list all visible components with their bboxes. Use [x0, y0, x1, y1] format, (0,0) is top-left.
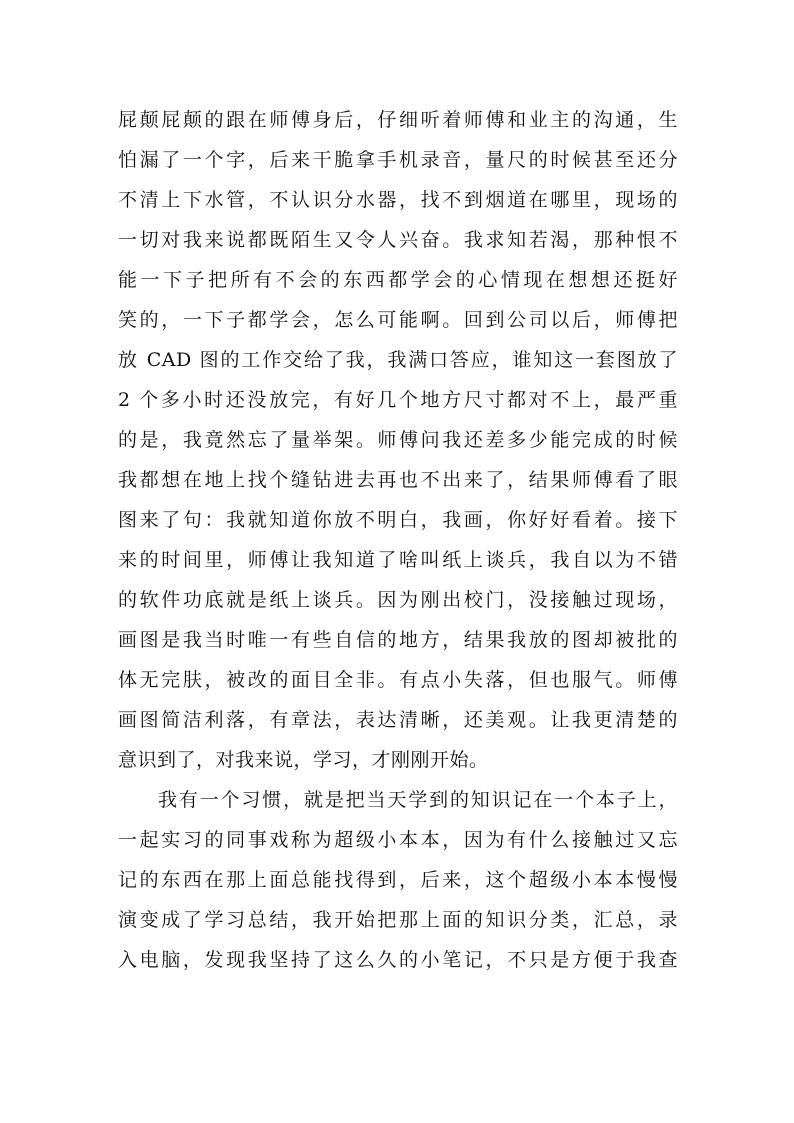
text-line: 能一下子把所有不会的东西都学会的心情现在想想还挺好 [118, 269, 678, 291]
document-body [118, 100, 678, 980]
text-line: 放 CAD 图的工作交给了我，我满口答应，谁知这一套图放了 [118, 349, 678, 371]
text-line: 的是，我竟然忘了量举架。师傅问我还差多少能完成的时候 [118, 429, 678, 451]
text-line: 屁颠屁颠的跟在师傅身后，仔细听着师傅和业主的沟通，生 [118, 109, 678, 131]
text-line: 画图简洁利落，有章法，表达清晰，还美观。让我更清楚的 [118, 709, 678, 731]
text-line: 怕漏了一个字，后来干脆拿手机录音，量尺的时候甚至还分 [118, 149, 678, 171]
paragraph-2 [118, 780, 678, 980]
text-line: 体无完肤，被改的面目全非。有点小失落，但也服气。师傅 [118, 669, 678, 691]
text-line: 笑的，一下子都学会，怎么可能啊。回到公司以后，师傅把 [118, 309, 678, 331]
text-line: 我都想在地上找个缝钻进去再也不出来了，结果师傅看了眼 [118, 469, 678, 491]
text-line: 一起实习的同事戏称为超级小本本，因为有什么接触过又忘 [118, 829, 678, 851]
text-line: 我有一个习惯，就是把当天学到的知识记在一个本子上， [158, 789, 678, 811]
text-line: 来的时间里，师傅让我知道了啥叫纸上谈兵，我自以为不错 [118, 549, 678, 571]
text-line: 的软件功底就是纸上谈兵。因为刚出校门，没接触过现场， [118, 589, 678, 611]
text-line: 意识到了，对我来说，学习，才刚刚开始。 [118, 749, 489, 771]
text-line: 图来了句：我就知道你放不明白，我画，你好好看着。接下 [118, 509, 678, 531]
text-line: 演变成了学习总结，我开始把那上面的知识分类，汇总，录 [118, 909, 678, 931]
text-line: 一切对我来说都既陌生又令人兴奋。我求知若渴，那种恨不 [118, 229, 678, 251]
text-line: 2 个多小时还没放完，有好几个地方尺寸都对不上，最严重 [118, 389, 678, 411]
text-line: 不清上下水管，不认识分水器，找不到烟道在哪里，现场的 [118, 189, 678, 211]
text-line: 记的东西在那上面总能找得到，后来，这个超级小本本慢慢 [118, 869, 678, 891]
text-line: 画图是我当时唯一有些自信的地方，结果我放的图却被批的 [118, 629, 678, 651]
text-line: 入电脑，发现我坚持了这么久的小笔记，不只是方便于我查 [118, 949, 678, 971]
paragraph-1 [118, 100, 678, 780]
